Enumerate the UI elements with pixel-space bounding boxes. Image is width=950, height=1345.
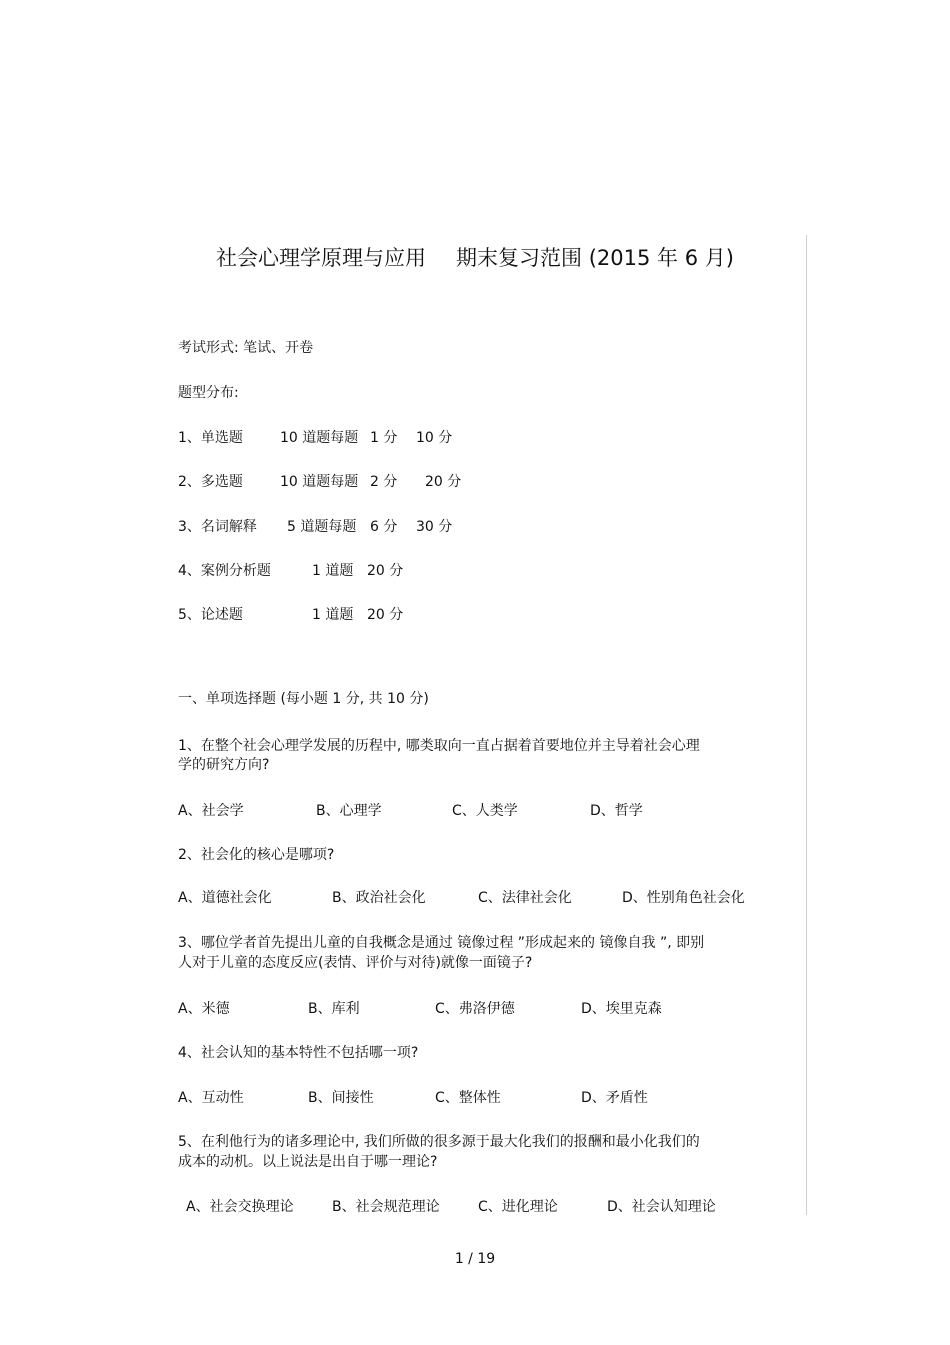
dist-name: 4、案例分析题	[178, 563, 271, 579]
question-text: 2、社会化的核心是哪项?	[178, 847, 335, 863]
page-title	[0, 242, 950, 272]
option-b: B、政治社会化	[332, 890, 426, 906]
dist-count: 1 道题	[312, 563, 354, 579]
dist-count: 1 道题	[312, 607, 354, 623]
dist-total: 30 分	[416, 519, 453, 535]
dist-per: 20 分	[367, 607, 404, 623]
dist-count: 10 道题每题	[280, 474, 359, 490]
dist-per: 1 分	[370, 430, 398, 446]
dist-name: 3、名词解释	[178, 519, 257, 535]
dist-per: 20 分	[367, 563, 404, 579]
option-d: D、矛盾性	[581, 1090, 648, 1106]
question-text: 1、在整个社会心理学发展的历程中, 哪类取向一直占据着首要地位并主导着社会心理	[178, 738, 700, 754]
dist-count: 5 道题每题	[287, 519, 357, 535]
dist-total: 20 分	[425, 474, 462, 490]
section-heading: 一、单项选择题 (每小题 1 分, 共 10 分)	[178, 691, 429, 707]
option-c: C、人类学	[452, 803, 518, 819]
question-text: 学的研究方向?	[178, 757, 270, 773]
exam-format: 考试形式: 笔试、开卷	[178, 340, 314, 356]
option-c: C、法律社会化	[478, 890, 572, 906]
option-d: D、哲学	[590, 803, 643, 819]
option-a: A、社会学	[178, 803, 244, 819]
dist-per: 2 分	[370, 474, 398, 490]
option-c: C、弗洛伊德	[435, 1001, 515, 1017]
question-text: 3、哪位学者首先提出儿童的自我概念是通过 镜像过程 ”形成起来的 镜像自我 ”, 即别	[178, 935, 705, 951]
title-scope: 期末复习范围 (2015 年 6 月)	[456, 246, 734, 270]
dist-name: 1、单选题	[178, 430, 243, 446]
distribution-label: 题型分布:	[178, 385, 239, 401]
question-text: 5、在利他行为的诸多理论中, 我们所做的很多源于最大化我们的报酬和最小化我们的	[178, 1134, 700, 1150]
title-course: 社会心理学原理与应用	[216, 246, 427, 270]
option-a: A、互动性	[178, 1090, 244, 1106]
option-d: D、埃里克森	[581, 1001, 662, 1017]
dist-total: 10 分	[416, 430, 453, 446]
option-a: A、社会交换理论	[186, 1199, 294, 1215]
option-b: B、社会规范理论	[332, 1199, 440, 1215]
option-d: D、社会认知理论	[607, 1199, 716, 1215]
page-number: 1 / 19	[454, 1251, 496, 1267]
dist-per: 6 分	[370, 519, 398, 535]
question-text: 成本的动机。以上说法是出自于哪一理论?	[178, 1154, 438, 1170]
page-margin-line	[806, 235, 807, 1215]
option-c: C、进化理论	[478, 1199, 558, 1215]
option-b: B、间接性	[308, 1090, 374, 1106]
option-b: B、库利	[308, 1001, 360, 1017]
option-b: B、心理学	[316, 803, 382, 819]
dist-name: 5、论述题	[178, 607, 243, 623]
dist-count: 10 道题每题	[280, 430, 359, 446]
option-d: D、性别角色社会化	[622, 890, 745, 906]
question-text: 人对于儿童的态度反应(表情、评价与对待)就像一面镜子?	[178, 955, 533, 971]
option-a: A、道德社会化	[178, 890, 272, 906]
option-c: C、整体性	[435, 1090, 501, 1106]
question-text: 4、社会认知的基本特性不包括哪一项?	[178, 1045, 419, 1061]
dist-name: 2、多选题	[178, 474, 243, 490]
option-a: A、米德	[178, 1001, 230, 1017]
